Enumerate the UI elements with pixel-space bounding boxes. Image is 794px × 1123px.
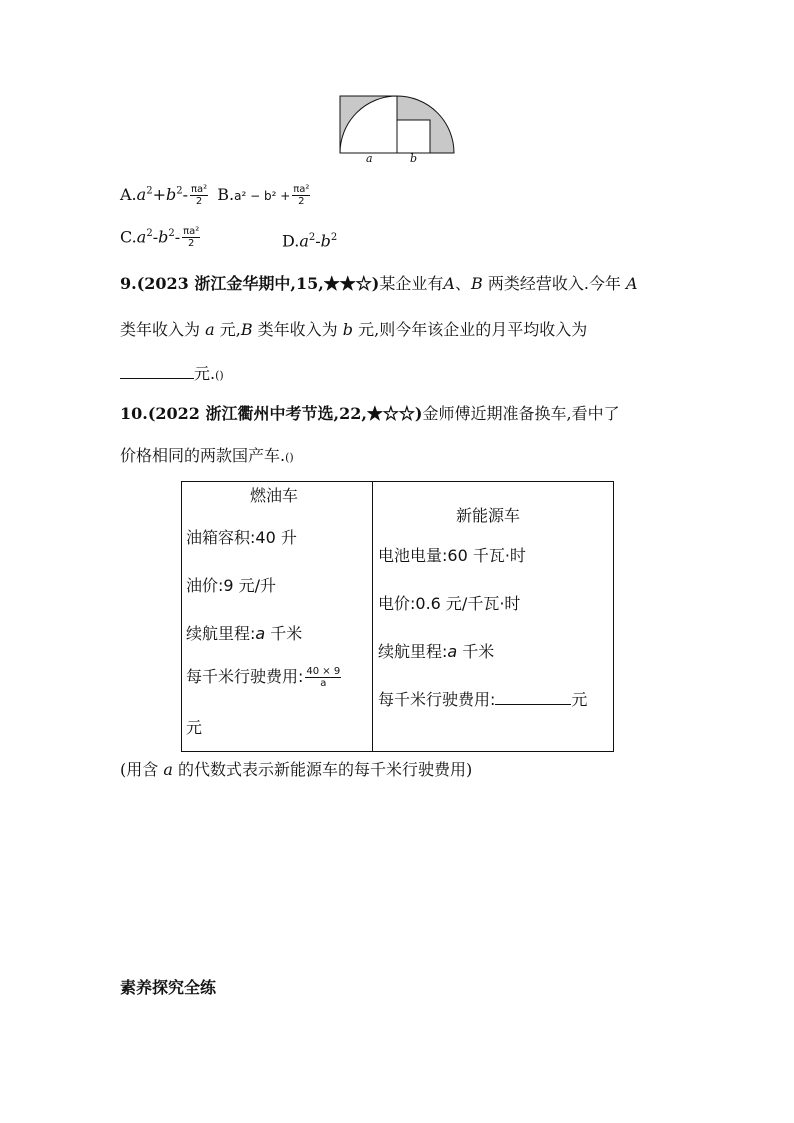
figure <box>330 90 460 170</box>
fraction: $\frac{\text{πa²}}{2}$ <box>191 184 208 208</box>
fraction: $\frac{\text{πa²}}{2}$ <box>183 226 200 250</box>
q9-line3: 元.() <box>120 364 224 386</box>
q10-line2: 价格相同的两款国产车.() <box>120 446 294 465</box>
question-number: 10 <box>120 404 143 423</box>
fraction: $\frac{40 \times 9}{a}$ <box>306 666 341 689</box>
table-divider <box>372 482 373 751</box>
answer-blank[interactable] <box>120 364 194 379</box>
q8-options-ab <box>120 182 312 207</box>
ev-electricity-price: 电价:0.6 元/千瓦·时 <box>378 594 521 613</box>
q10-note: (用含 a 的代数式表示新能源车的每千米行驶费用) <box>120 760 473 779</box>
comparison-table <box>181 481 614 752</box>
small-square <box>397 120 430 153</box>
question-number: 9 <box>120 274 132 293</box>
ev-battery: 电池电量:60 千瓦·时 <box>378 546 526 565</box>
geometry-figure <box>330 90 460 170</box>
fuel-range: 续航里程:a 千米 <box>186 624 303 643</box>
q10-line1: 10.(2022 浙江衢州中考节选,22,★☆☆)金师傅近期准备换车,看中了 <box>120 404 620 423</box>
ev-cost-per-km: 每千米行驶费用: 元 <box>378 690 588 709</box>
label-b: b <box>410 152 418 165</box>
fuel-car-title: 燃油车 <box>250 486 299 505</box>
option-d: $D.a^2-b^2$ <box>282 231 338 251</box>
option-a: $A.a^2+b^2-$ $\frac{\text{πa²}}{2}$ <box>120 184 208 208</box>
option-b: B.a² − b² + $\frac{\text{πa²}}{2}$ <box>217 184 310 208</box>
fuel-cost-per-km: 每千米行驶费用: $\frac{40 \times 9}{a}$ <box>186 666 341 689</box>
section-title: 素养探究全练 <box>120 978 217 997</box>
q9-line1: 9.(2023 浙江金华期中,15,★★☆)某企业有A、B 两类经营收入.今年 A <box>120 274 638 293</box>
fraction: $\frac{\text{πa²}}{2}$ <box>293 184 310 208</box>
option-c: $C.a^2-b^2-$ $\frac{\text{πa²}}{2}$ <box>120 226 200 250</box>
label-a: a <box>366 152 373 165</box>
ev-title: 新能源车 <box>456 506 521 525</box>
fuel-cost-unit: 元 <box>186 718 203 737</box>
fuel-tank-capacity: 油箱容积:40 升 <box>186 528 297 547</box>
fuel-price: 油价:9 元/升 <box>186 576 277 595</box>
q9-line2: 类年收入为 a 元,B 类年收入为 b 元,则今年该企业的月平均收入为 <box>120 320 588 339</box>
answer-blank[interactable] <box>495 690 571 705</box>
ev-range: 续航里程:a 千米 <box>378 642 495 661</box>
